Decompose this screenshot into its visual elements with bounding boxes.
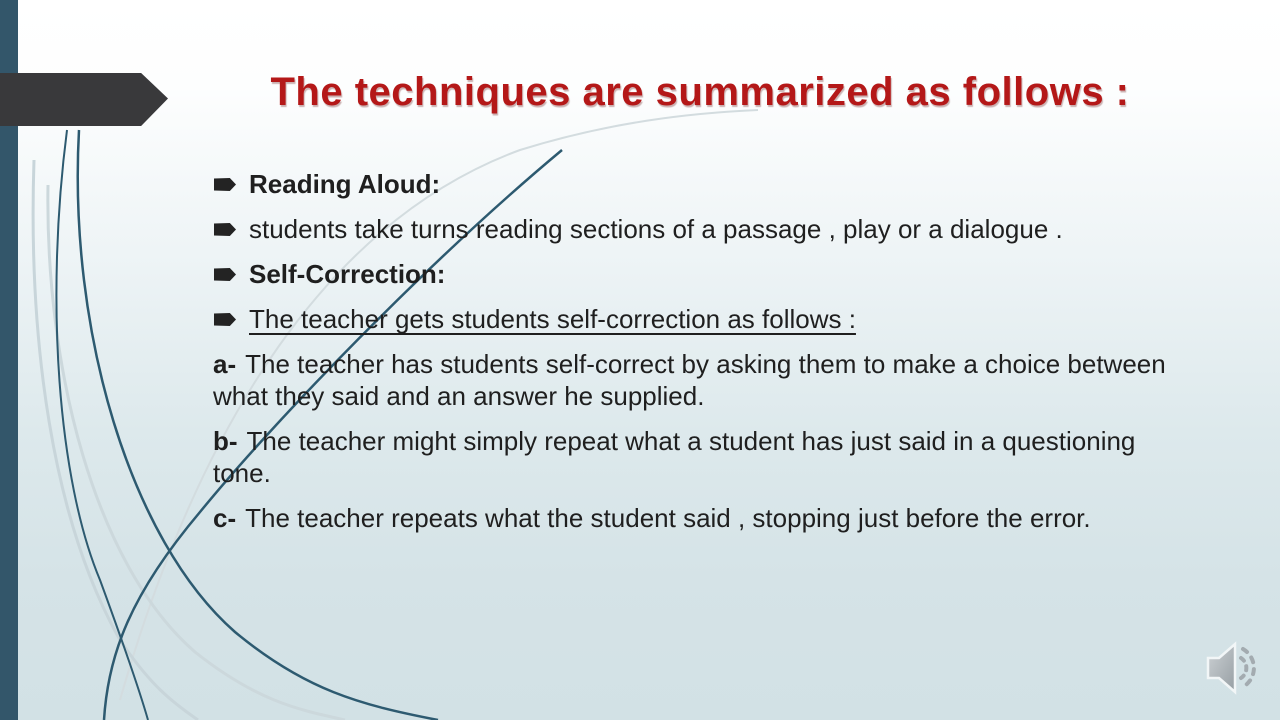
arrow-bullet-icon: [214, 223, 236, 236]
point-b: [213, 425, 1193, 489]
point-a: [213, 348, 1193, 412]
point-c-label: c-: [213, 503, 237, 533]
speaker-body: [1208, 644, 1235, 692]
bullet-item-reading-aloud: [213, 168, 1193, 200]
slide-title: The techniques are summarized as follows :: [270, 70, 1130, 114]
arrow-banner-shape: [0, 73, 168, 126]
bullet-text: Reading Aloud:: [249, 169, 441, 199]
point-c-text: The teacher repeats what the student said , stopping just before the error.: [245, 503, 1091, 533]
bullet-item-self-correction-intro: [213, 303, 1193, 335]
speaker-icon[interactable]: [1194, 636, 1264, 702]
curve-dark-1: [56, 130, 148, 720]
arrow-bullet-icon: [214, 178, 236, 191]
bullet-text: Self-Correction:: [249, 259, 446, 289]
point-a-label: a-: [213, 349, 237, 379]
bullet-text-underlined: The teacher gets students self-correction as follows :: [249, 304, 856, 334]
bullet-item-reading-aloud-desc: [213, 213, 1193, 245]
arrow-bullet-icon: [214, 268, 236, 281]
bullet-item-self-correction: [213, 258, 1193, 290]
arrow-bullet-icon: [214, 313, 236, 326]
point-c: [213, 502, 1193, 534]
point-b-label: b-: [213, 426, 238, 456]
curve-light-1: [33, 160, 198, 720]
point-b-text: The teacher might simply repeat what a student has just said in a questioning tone.: [213, 426, 1136, 488]
point-a-text: The teacher has students self-correct by asking them to make a choice between what they said and an answer he supplied.: [213, 349, 1166, 411]
sound-wave-inner: [1241, 658, 1246, 678]
bullet-text: students take turns reading sections of a passage , play or a dialogue .: [249, 214, 1063, 244]
bullet-list: [213, 168, 1193, 335]
slide-body: [213, 168, 1193, 534]
